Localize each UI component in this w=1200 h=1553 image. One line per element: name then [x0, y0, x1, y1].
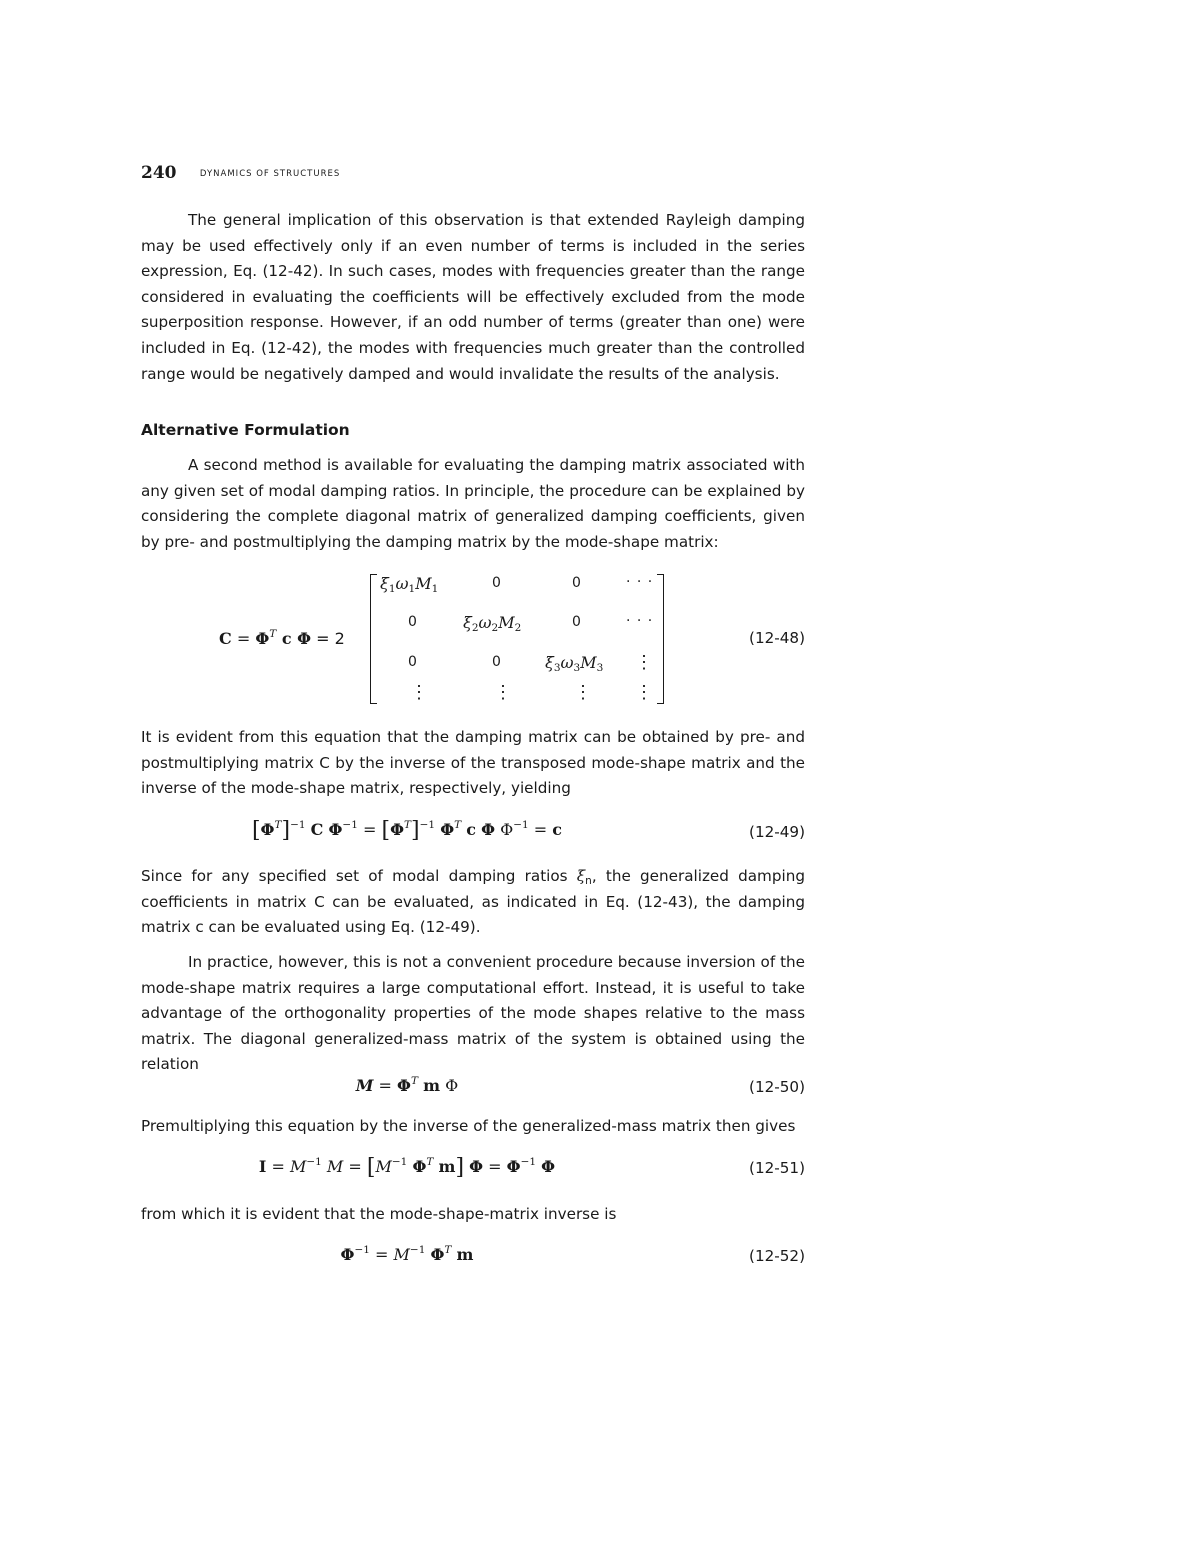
equation-12-50-body: $M = \Phi^T$ m Φ	[355, 1075, 459, 1095]
matrix-cell-2-3: 0	[572, 614, 581, 630]
paragraph-premultiplying: Premultiplying this equation by the inverse of the generalized-mass matrix then gives	[141, 1117, 796, 1135]
equation-number-12-49: (12-49)	[749, 823, 805, 841]
paragraph-in-practice: In practice, however, this is not a convenient procedure because inversion of the mode-shape matrix requires a large computational effort. Instead, it is useful to take advantage of the orthogonality properties of the mode shapes relative to the mass matrix. The diagonal generalized-mass matrix of the system is obtained using the relation	[141, 953, 805, 1074]
equation-number-12-50: (12-50)	[749, 1078, 805, 1096]
paragraph-evident-inverse: It is evident from this equation that the damping matrix can be obtained by pre- and postmultiplying matrix C by the inverse of the transposed mode-shape matrix and the inverse of the mode-shape matrix, respectively, yielding	[141, 728, 805, 798]
matrix-cell-1-4: · · ·	[626, 574, 654, 590]
matrix-right-bracket	[657, 574, 664, 704]
matrix-left-bracket	[370, 574, 377, 704]
matrix-cell-4-3: ⋮	[574, 682, 592, 703]
matrix-eq-lhs: $C = \Phi^T$ c Φ = 2	[219, 628, 345, 648]
equation-12-49	[141, 818, 805, 848]
equation-12-48	[141, 570, 805, 710]
matrix-cell-4-1: ⋮	[410, 682, 428, 703]
running-head	[141, 163, 340, 183]
equation-12-51-body: $I = M^{-1}$ $M = [M^{-1}$ $\Phi^T$ m] $\Phi = \Phi^{-1}$ Φ	[258, 1155, 556, 1180]
running-title: DYNAMICS OF STRUCTURES	[199, 169, 341, 179]
section-heading: Alternative Formulation	[141, 421, 350, 439]
paragraph-from-which: from which it is evident that the mode-shape-matrix inverse is	[141, 1205, 617, 1223]
paragraph-rayleigh-implication: The general implication of this observation is that extended Rayleigh damping may be used effectively only if an even number of terms is included in the series expression, Eq. (12-42). In such cases, modes with frequencies greater than the range considered in evaluating the coefficients will be effectively excluded from the mode superposition response. However, if an odd number of terms (greater than one) were included in Eq. (12-42), the modes with frequencies much greater than the controlled range would be negatively damped and would invalidate the results of the analysis.	[141, 211, 805, 383]
equation-number-12-51: (12-51)	[749, 1159, 805, 1177]
equation-number-12-52: (12-52)	[749, 1247, 805, 1265]
matrix-cell-1-1: $\xi_1\omega_1M_1$	[380, 574, 439, 595]
matrix-cell-1-2: 0	[492, 575, 501, 591]
diagonal-matrix	[370, 574, 664, 704]
matrix-cell-3-3: $\xi_3\omega_3M_3$	[545, 653, 604, 674]
equation-number-12-48: (12-48)	[749, 629, 805, 647]
matrix-cell-2-1: 0	[408, 614, 417, 630]
paragraph-modal-damping-ratios: Since for any specified set of modal damping ratios $\xi_n$, the generalized damping coefficients in matrix C can be evaluated, as indicated in Eq. (12-43), the damping matrix c can be evaluated using Eq. (12-49).	[141, 867, 805, 937]
equation-12-50	[141, 1076, 805, 1106]
matrix-cell-3-1: 0	[408, 654, 417, 670]
matrix-cell-3-4: ⋮	[635, 652, 653, 673]
matrix-cell-3-2: 0	[492, 654, 501, 670]
equation-12-52-body: $\Phi^{-1} = M^{-1}$ $\Phi^T$ m	[340, 1244, 474, 1264]
matrix-cell-2-2: $\xi_2\omega_2M_2$	[463, 613, 522, 634]
equation-12-52	[141, 1245, 805, 1275]
matrix-cell-1-3: 0	[572, 575, 581, 591]
matrix-cell-4-4: ⋮	[635, 682, 653, 703]
paragraph-second-method: A second method is available for evaluating the damping matrix associated with any given set of modal damping ratios. In principle, the procedure can be explained by considering the complete diagonal matrix of generalized damping coefficients, given by pre- and postmultiplying the damping matrix by the mode-shape matrix:	[141, 456, 805, 551]
matrix-cell-4-2: ⋮	[494, 682, 512, 703]
matrix-cell-2-4: · · ·	[626, 613, 654, 629]
equation-12-51	[141, 1155, 805, 1185]
equation-12-49-body: $[\Phi^T]^{-1}$ C $\Phi^{-1} = [\Phi^T]^{-1}$ $\Phi^T$ c Φ $\Phi^{-1} = c$	[251, 818, 563, 843]
page-number: 240	[141, 163, 177, 183]
